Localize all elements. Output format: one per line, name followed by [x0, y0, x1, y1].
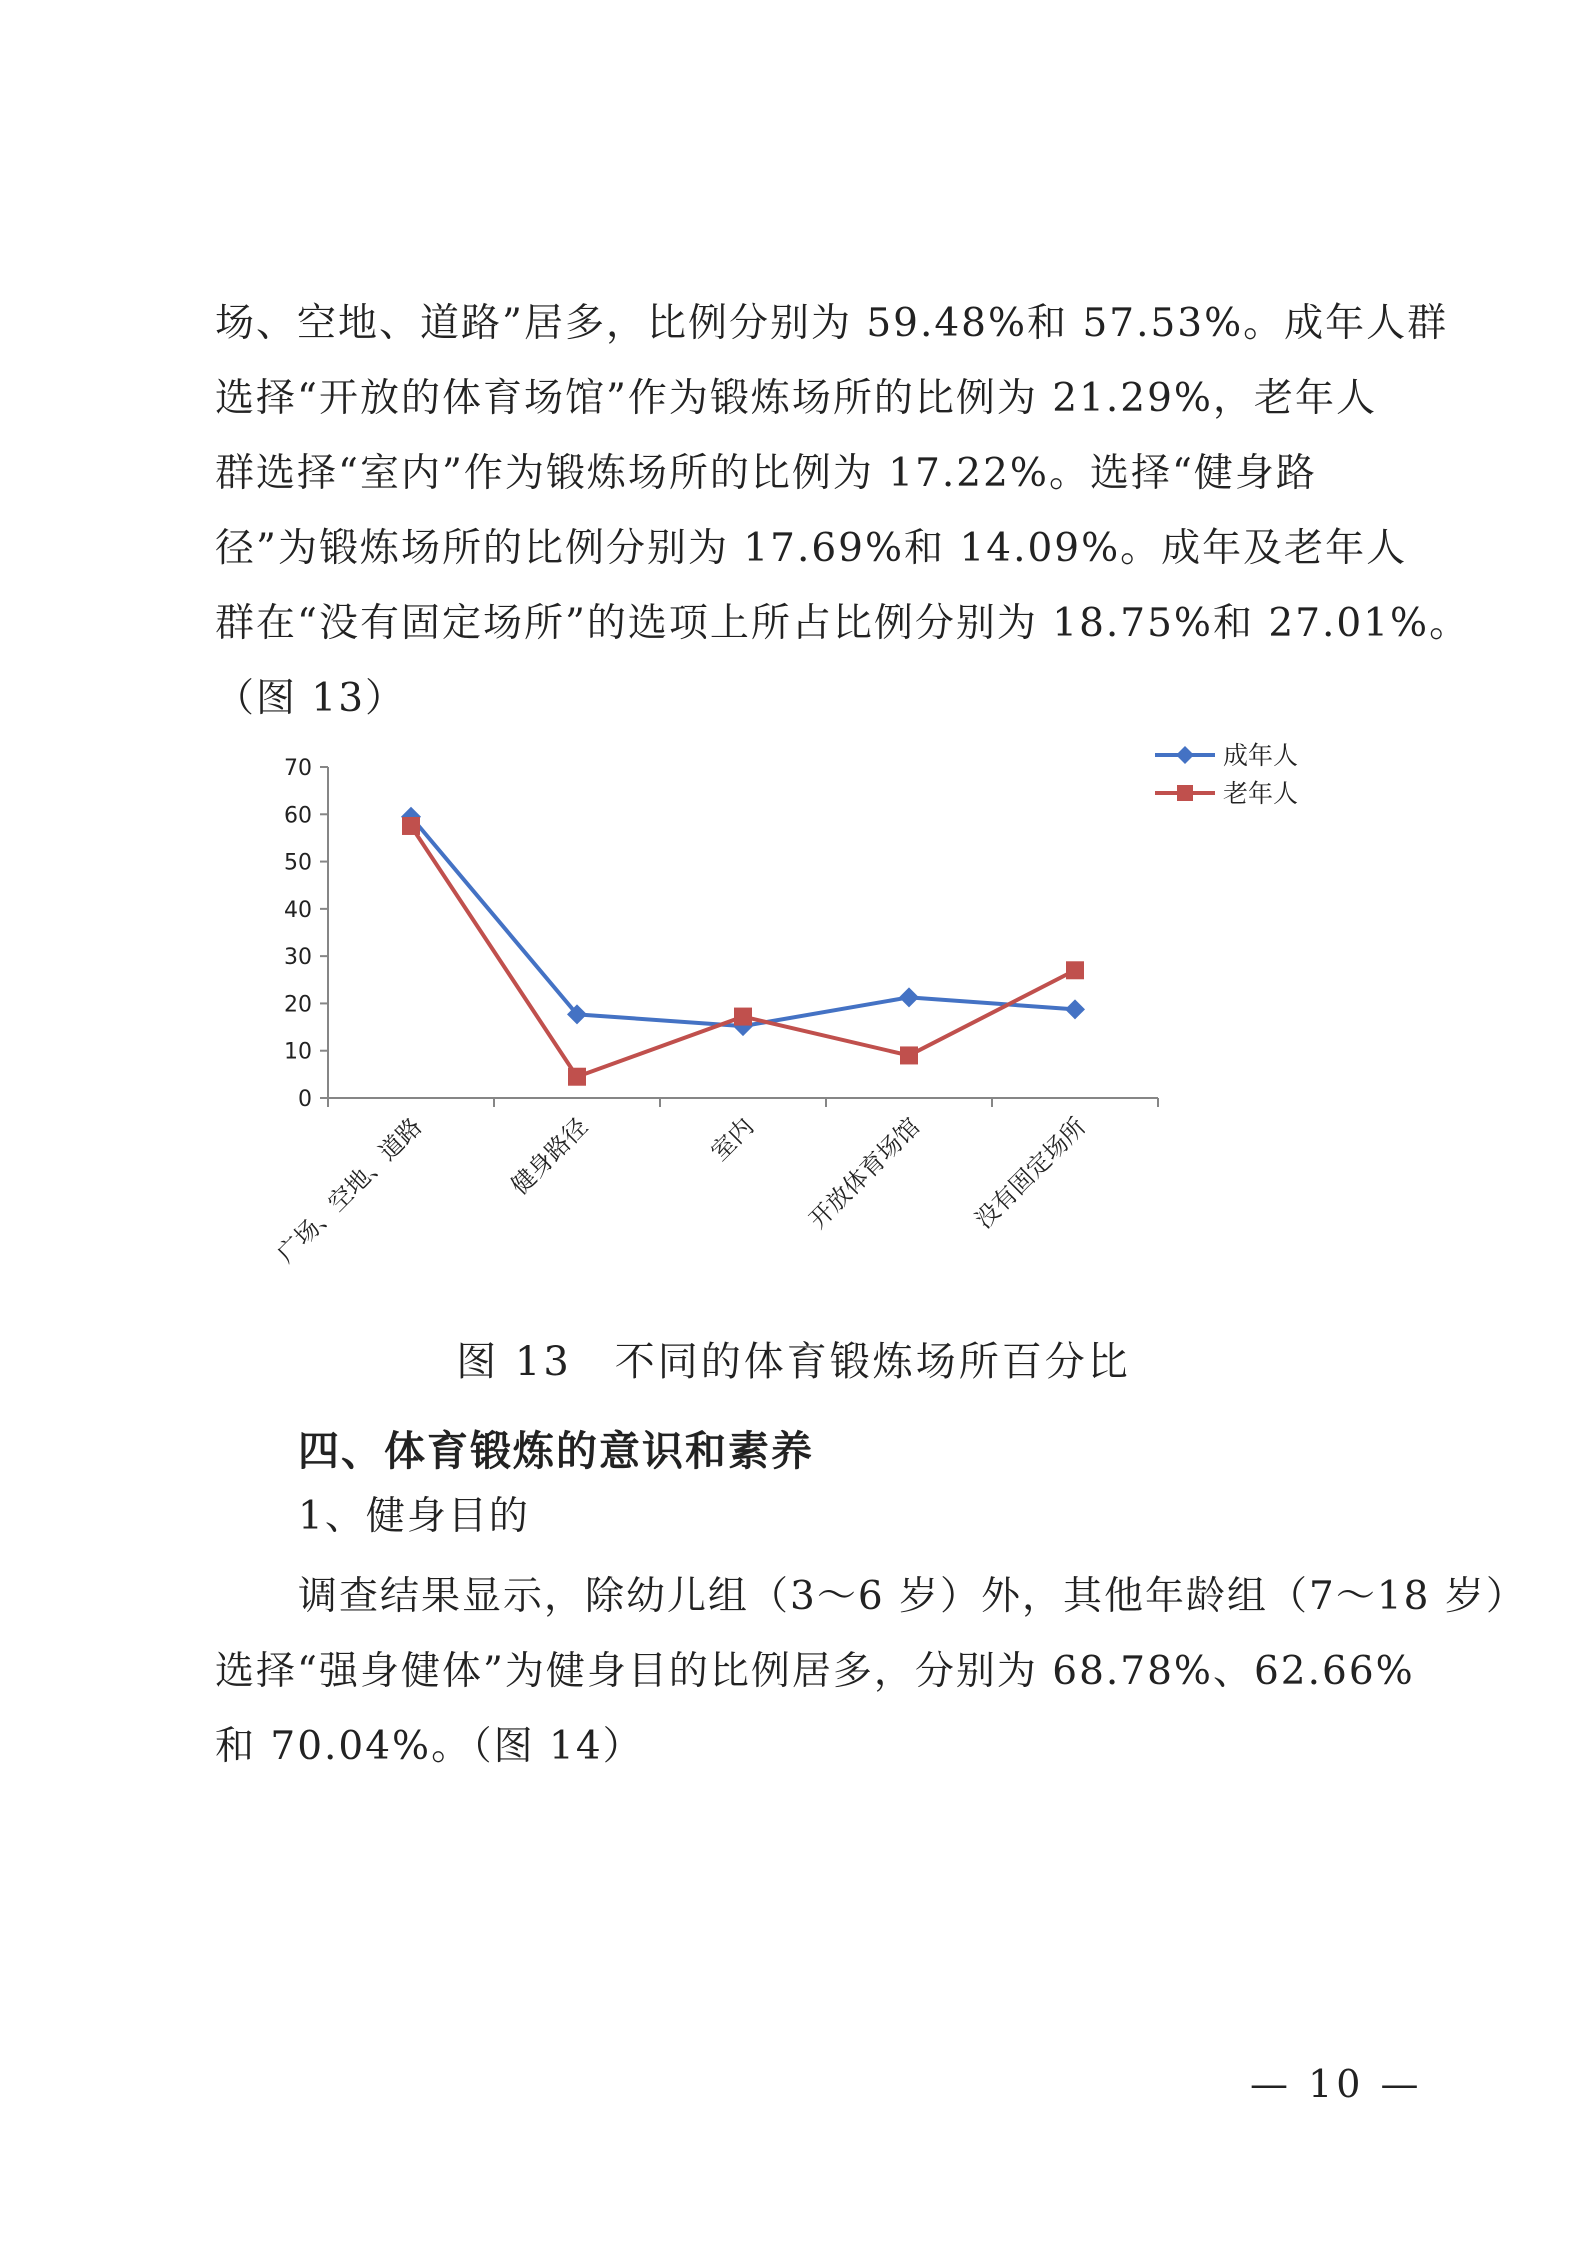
y-tick-label: 70 [284, 756, 312, 781]
data-point [1065, 999, 1085, 1019]
legend-label: 成年人 [1223, 741, 1299, 770]
y-tick-label: 60 [284, 803, 312, 829]
x-tick-label: 广场、空地、道路 [271, 1112, 428, 1269]
figure-caption: 图 13 不同的体育锻炼场所百分比 [456, 1339, 1131, 1385]
paragraph-line: 场、空地、道路”居多，比例分别为 59.48%和 57.53%。成年人群 [215, 301, 1449, 346]
data-point [1066, 961, 1084, 979]
page-number: — 10 — [1250, 2062, 1423, 2106]
series-line [411, 826, 1075, 1077]
legend-marker [1176, 746, 1194, 764]
paragraph-line: 选择“强身健体”为健身目的比例居多，分别为 68.78%、62.66% [215, 1649, 1415, 1694]
x-tick-label: 健身路径 [505, 1112, 594, 1201]
x-tick-label: 室内 [705, 1112, 760, 1167]
legend-marker [1177, 785, 1193, 801]
y-tick-label: 30 [284, 945, 312, 971]
x-tick-label: 开放体育场馆 [803, 1112, 926, 1235]
data-point [402, 817, 420, 835]
subheading: 1、健身目的 [298, 1494, 530, 1539]
paragraph-line: 群选择“室内”作为锻炼场所的比例为 17.22%。选择“健身路 [215, 451, 1317, 496]
paragraph-line: 和 70.04%。（图 14） [215, 1724, 644, 1769]
paragraph-line: 选择“开放的体育场馆”作为锻炼场所的比例为 21.29%，老年人 [215, 376, 1377, 421]
paragraph-line: 群在“没有固定场所”的选项上所占比例分别为 18.75%和 27.01%。 [215, 601, 1471, 646]
paragraph-line: （图 13） [215, 676, 407, 721]
data-point [734, 1008, 752, 1026]
y-tick-label: 0 [298, 1087, 312, 1112]
y-tick-label: 20 [284, 992, 312, 1018]
x-tick-label: 没有固定场所 [969, 1112, 1092, 1235]
legend-label: 老年人 [1223, 779, 1299, 808]
data-point [900, 1046, 918, 1064]
y-tick-label: 40 [284, 897, 312, 923]
series-line [411, 817, 1075, 1026]
y-tick-label: 50 [284, 850, 312, 876]
section-heading: 四、体育锻炼的意识和素养 [298, 1427, 814, 1475]
y-tick-label: 10 [284, 1039, 312, 1065]
paragraph-line: 调查结果显示，除幼儿组（3～6 岁）外，其他年龄组（7～18 岁） [298, 1574, 1527, 1619]
data-point [568, 1068, 586, 1086]
paragraph-line: 径”为锻炼场所的比例分别为 17.69%和 14.09%。成年及老年人 [215, 526, 1408, 571]
data-point [899, 987, 919, 1007]
